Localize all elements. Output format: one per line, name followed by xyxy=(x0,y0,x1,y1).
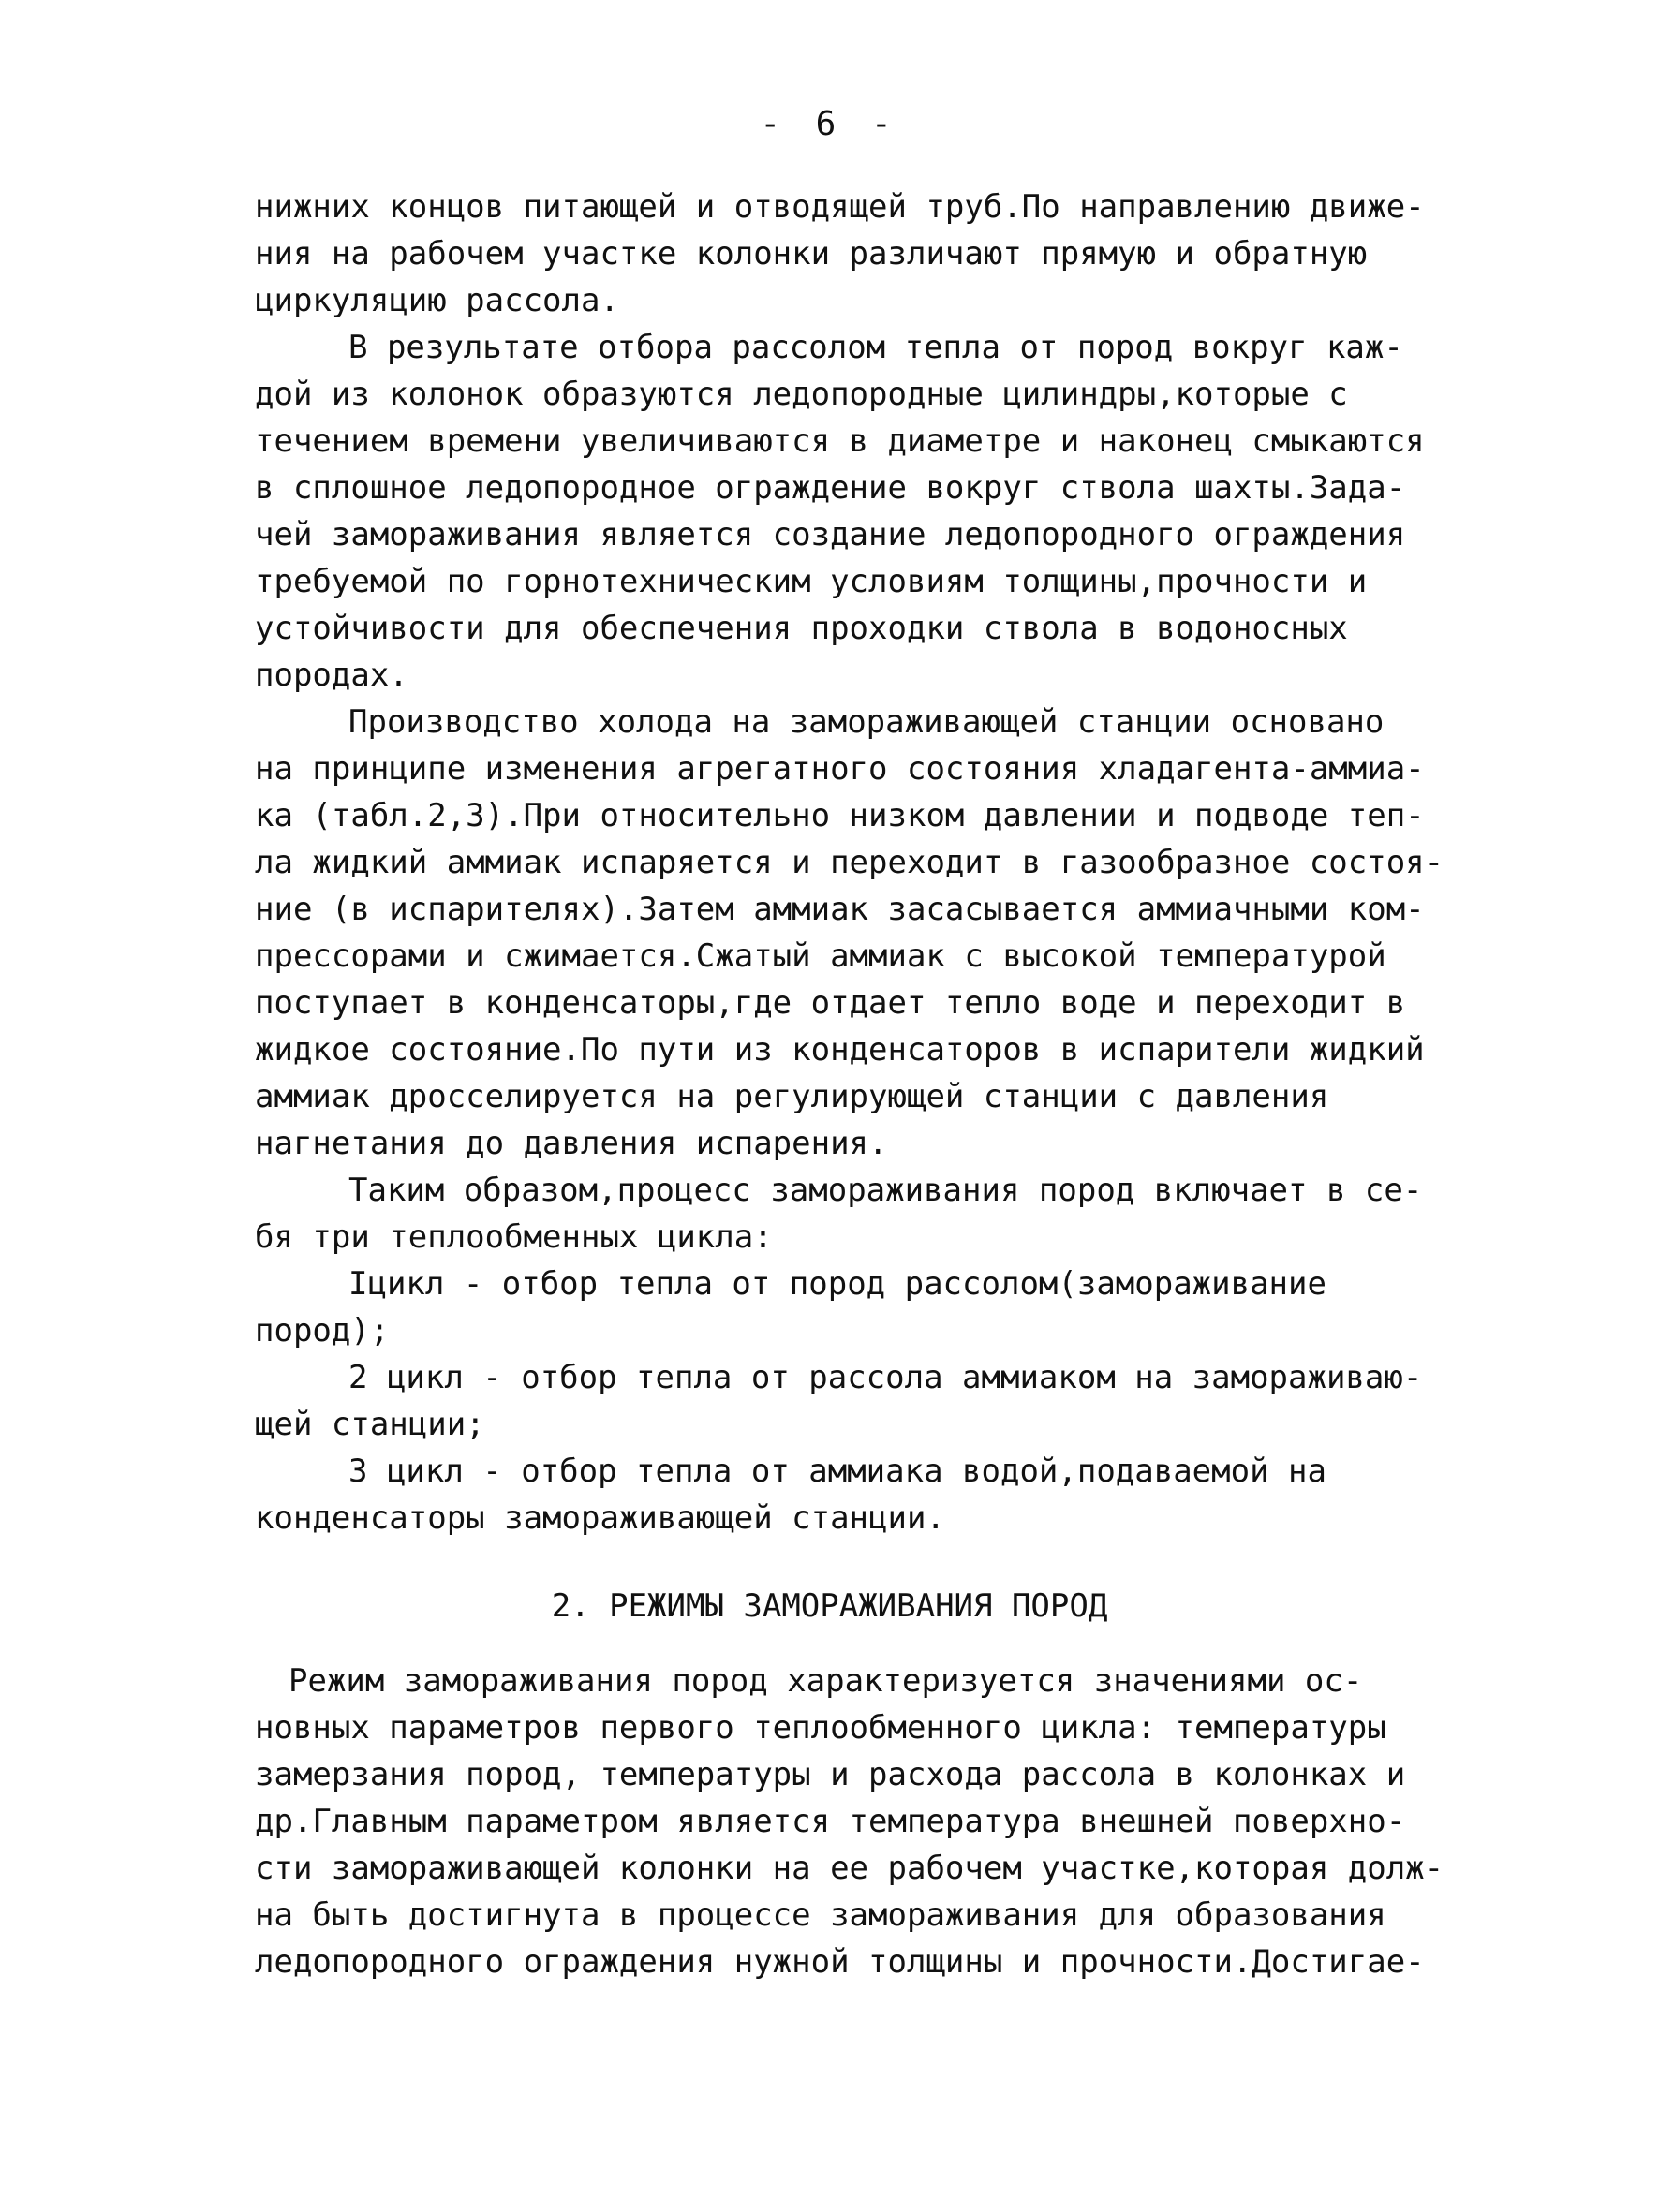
text-line: замерзания пород, температуры и расхода рассола в колонках и xyxy=(255,1756,1406,1793)
text-line: в сплошное ледопородное ограждение вокруг ствола шахты.Зада- xyxy=(255,469,1406,507)
body-text-section-2 xyxy=(255,1658,1463,1985)
body-text-section-1 xyxy=(255,184,1463,1541)
text-line: циркуляцию рассола. xyxy=(255,282,619,319)
text-line: на принципе изменения агрегатного состояния хладагента-аммиа- xyxy=(255,750,1425,788)
text-line: нагнетания до давления испарения. xyxy=(255,1125,888,1162)
text-line: др.Главным параметром является температура внешней поверхно- xyxy=(255,1803,1406,1840)
section-heading: 2. РЕЖИМЫ ЗАМОРАЖИВАНИЯ ПОРОД xyxy=(551,1587,1108,1625)
text-line: щей станции; xyxy=(255,1406,485,1443)
text-line: В результате отбора рассолом тепла от пород вокруг каж- xyxy=(348,329,1403,366)
text-line: новных параметров первого теплообменного цикла: температуры xyxy=(255,1709,1386,1747)
text-line: на быть достигнута в процессе замораживания для образования xyxy=(255,1896,1386,1934)
text-line: течением времени увеличиваются в диаметре и наконец смыкаются xyxy=(255,422,1425,460)
text-line: конденсаторы замораживающей станции. xyxy=(255,1499,945,1537)
text-line: дой из колонок образуются ледопородные цилиндры,которые с xyxy=(255,376,1348,413)
text-line: прессорами и сжимается.Сжатый аммиак с высокой температурой xyxy=(255,937,1386,975)
text-line: породах. xyxy=(255,656,408,694)
text-line: Производство холода на замораживающей станции основано xyxy=(348,703,1385,741)
text-line: 2 цикл - отбор тепла от рассола аммиаком на замораживаю- xyxy=(348,1359,1423,1396)
text-line: пород); xyxy=(255,1312,390,1349)
text-line: нижних концов питающей и отводящей труб.По направлению движе- xyxy=(255,188,1425,226)
text-line: чей замораживания является создание ледопородного ограждения xyxy=(255,516,1406,553)
text-line: ние (в испарителях).Затем аммиак засасывается аммиачными ком- xyxy=(255,891,1425,928)
text-line: сти замораживающей колонки на ее рабочем участке,которая долж- xyxy=(255,1850,1444,1887)
text-line: требуемой по горнотехническим условиям толщины,прочности и xyxy=(255,563,1368,600)
text-line: жидкое состояние.По пути из конденсаторов в испарители жидкий xyxy=(255,1031,1425,1069)
text-line: ла жидкий аммиак испаряется и переходит в газообразное состоя- xyxy=(255,844,1444,881)
text-line: устойчивости для обеспечения проходки ствола в водоносных xyxy=(255,610,1348,647)
page-number: - 6 - xyxy=(760,105,899,143)
text-line: 3 цикл - отбор тепла от аммиака водой,подаваемой на xyxy=(348,1453,1326,1490)
text-line: аммиак дросселируется на регулирующей станции с давления xyxy=(255,1078,1329,1115)
text-line: Таким образом,процесс замораживания пород включает в се- xyxy=(348,1172,1423,1209)
text-line: бя три теплообменных цикла: xyxy=(255,1218,773,1256)
text-line: Режим замораживания пород характеризуется значениями ос- xyxy=(289,1662,1363,1700)
text-line: Iцикл - отбор тепла от пород рассолом(замораживание xyxy=(348,1265,1326,1303)
text-line: ка (табл.2,3).При относительно низком давлении и подводе теп- xyxy=(255,797,1425,834)
text-line: ледопородного ограждения нужной толщины и прочности.Достигае- xyxy=(255,1943,1425,1981)
text-line: поступает в конденсаторы,где отдает тепло воде и переходит в xyxy=(255,984,1406,1022)
text-line: ния на рабочем участке колонки различают прямую и обратную xyxy=(255,235,1368,273)
